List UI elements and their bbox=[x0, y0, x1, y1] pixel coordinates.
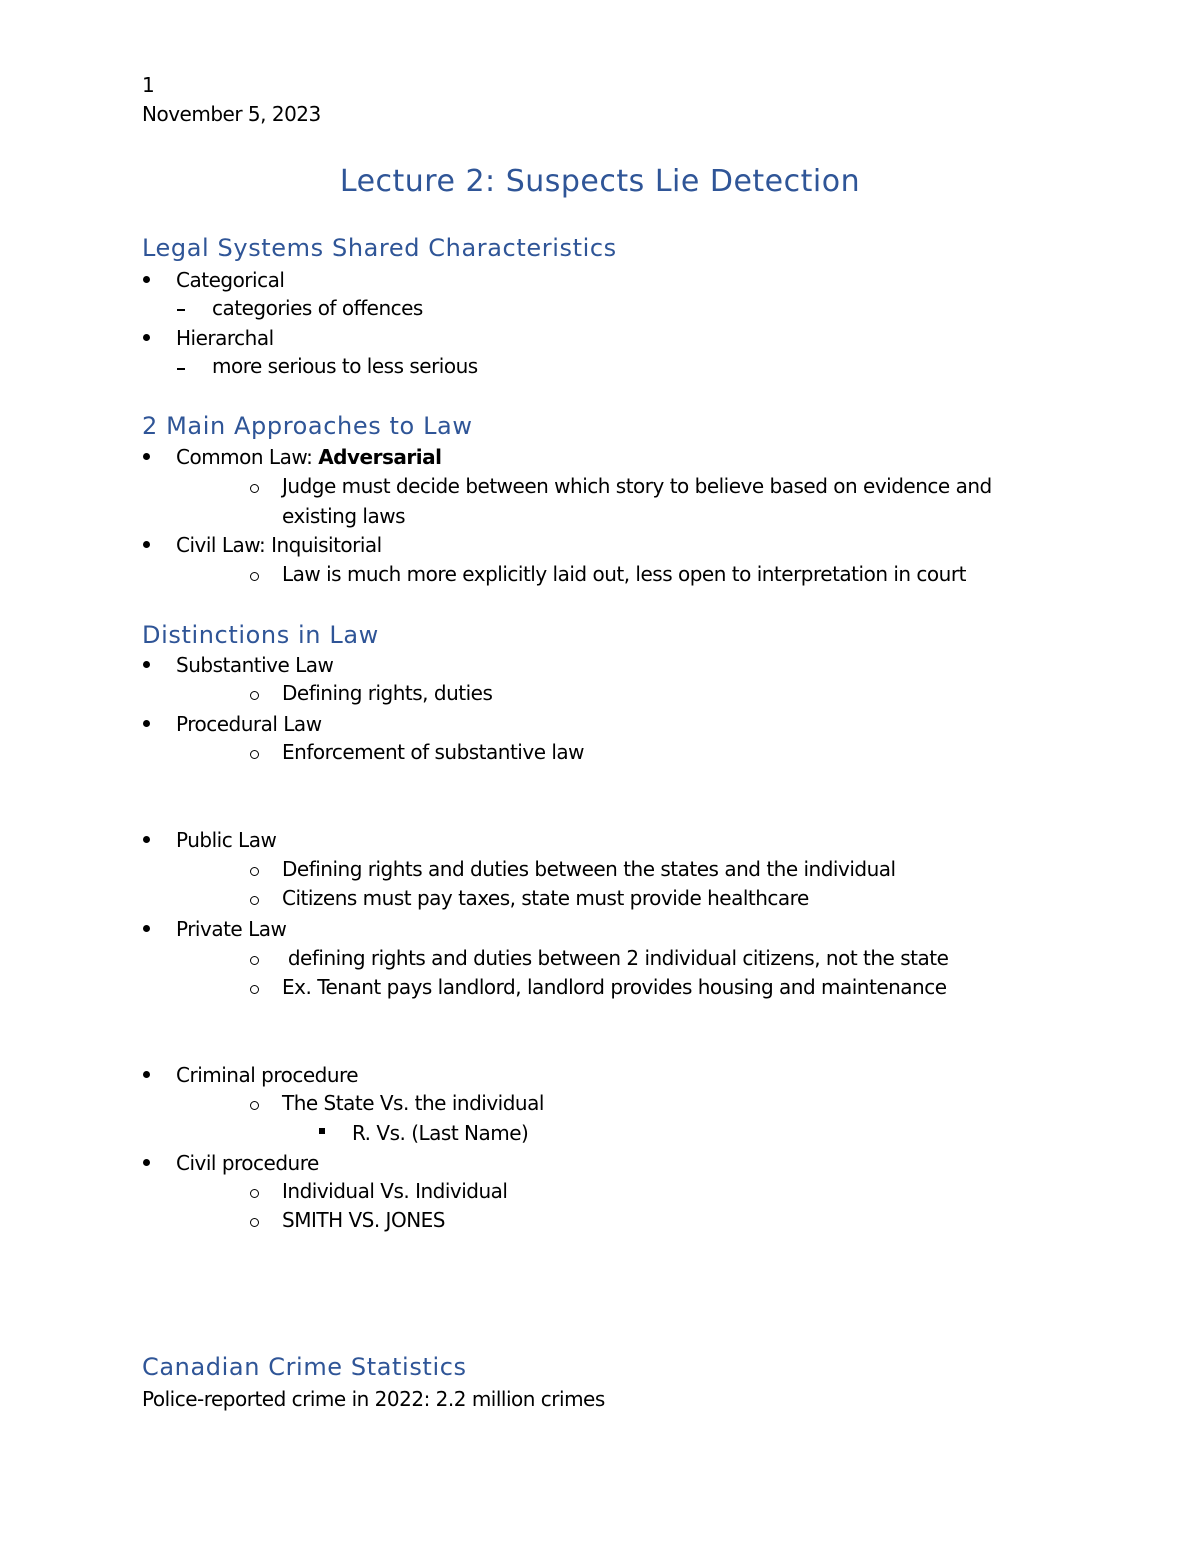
circle-bullet-icon bbox=[250, 691, 259, 700]
paragraph: Police-reported crime in 2022: 2.2 million crimes bbox=[142, 1387, 605, 1411]
document-date: November 5, 2023 bbox=[142, 102, 321, 126]
section-heading-crime-statistics: Canadian Crime Statistics bbox=[142, 1353, 467, 1381]
dash-icon bbox=[177, 309, 185, 311]
common-law-label: Common Law: bbox=[176, 445, 319, 469]
list-subitem: defining rights and duties between 2 individual citizens, not the state bbox=[282, 946, 949, 970]
bullet-icon bbox=[143, 925, 150, 932]
list-subsubitem: R. Vs. (Last Name) bbox=[352, 1121, 529, 1145]
square-bullet-icon bbox=[319, 1128, 325, 1134]
circle-bullet-icon bbox=[250, 985, 259, 994]
list-subitem: Individual Vs. Individual bbox=[282, 1179, 508, 1203]
list-item: Public Law bbox=[176, 828, 277, 852]
list-subitem: Judge must decide between which story to believe based on evidence and bbox=[282, 474, 992, 498]
circle-bullet-icon bbox=[250, 1101, 259, 1110]
list-item: Criminal procedure bbox=[176, 1063, 359, 1087]
bullet-icon bbox=[143, 1159, 150, 1166]
common-law-bold: Adversarial bbox=[318, 445, 442, 469]
list-subitem-continued: existing laws bbox=[282, 504, 405, 528]
circle-bullet-icon bbox=[250, 867, 259, 876]
circle-bullet-icon bbox=[250, 896, 259, 905]
bullet-icon bbox=[143, 541, 150, 548]
circle-bullet-icon bbox=[250, 572, 259, 581]
list-item: Private Law bbox=[176, 917, 287, 941]
list-subitem: The State Vs. the individual bbox=[282, 1091, 544, 1115]
list-subitem: more serious to less serious bbox=[212, 354, 478, 378]
bullet-icon bbox=[143, 836, 150, 843]
list-subitem: Ex. Tenant pays landlord, landlord provides housing and maintenance bbox=[282, 975, 947, 999]
bullet-icon bbox=[143, 720, 150, 727]
list-subitem: Law is much more explicitly laid out, less open to interpretation in court bbox=[282, 562, 966, 586]
list-item: Substantive Law bbox=[176, 653, 334, 677]
circle-bullet-icon bbox=[250, 956, 259, 965]
bullet-icon bbox=[143, 334, 150, 341]
list-item-common-law bbox=[176, 445, 441, 469]
dash-icon bbox=[177, 368, 185, 370]
list-item: Categorical bbox=[176, 268, 285, 292]
list-subitem: categories of offences bbox=[212, 296, 423, 320]
circle-bullet-icon bbox=[250, 1218, 259, 1227]
list-item: Hierarchal bbox=[176, 326, 274, 350]
bullet-icon bbox=[143, 453, 150, 460]
bullet-icon bbox=[143, 661, 150, 668]
bullet-icon bbox=[143, 1071, 150, 1078]
list-subitem: Defining rights, duties bbox=[282, 681, 493, 705]
bullet-icon bbox=[143, 276, 150, 283]
list-subitem: SMITH VS. JONES bbox=[282, 1208, 445, 1232]
circle-bullet-icon bbox=[250, 750, 259, 759]
circle-bullet-icon bbox=[250, 484, 259, 493]
page-number: 1 bbox=[142, 73, 155, 97]
list-subitem: Enforcement of substantive law bbox=[282, 740, 585, 764]
list-subitem: Citizens must pay taxes, state must provide healthcare bbox=[282, 886, 809, 910]
list-item: Civil Law: Inquisitorial bbox=[176, 533, 382, 557]
list-item: Civil procedure bbox=[176, 1151, 319, 1175]
list-subitem: Defining rights and duties between the states and the individual bbox=[282, 857, 896, 881]
list-item: Procedural Law bbox=[176, 712, 322, 736]
section-heading-distinctions: Distinctions in Law bbox=[142, 621, 379, 649]
section-heading-legal-systems: Legal Systems Shared Characteristics bbox=[142, 234, 617, 262]
circle-bullet-icon bbox=[250, 1189, 259, 1198]
section-heading-approaches: 2 Main Approaches to Law bbox=[142, 412, 473, 440]
document-title: Lecture 2: Suspects Lie Detection bbox=[339, 164, 861, 199]
